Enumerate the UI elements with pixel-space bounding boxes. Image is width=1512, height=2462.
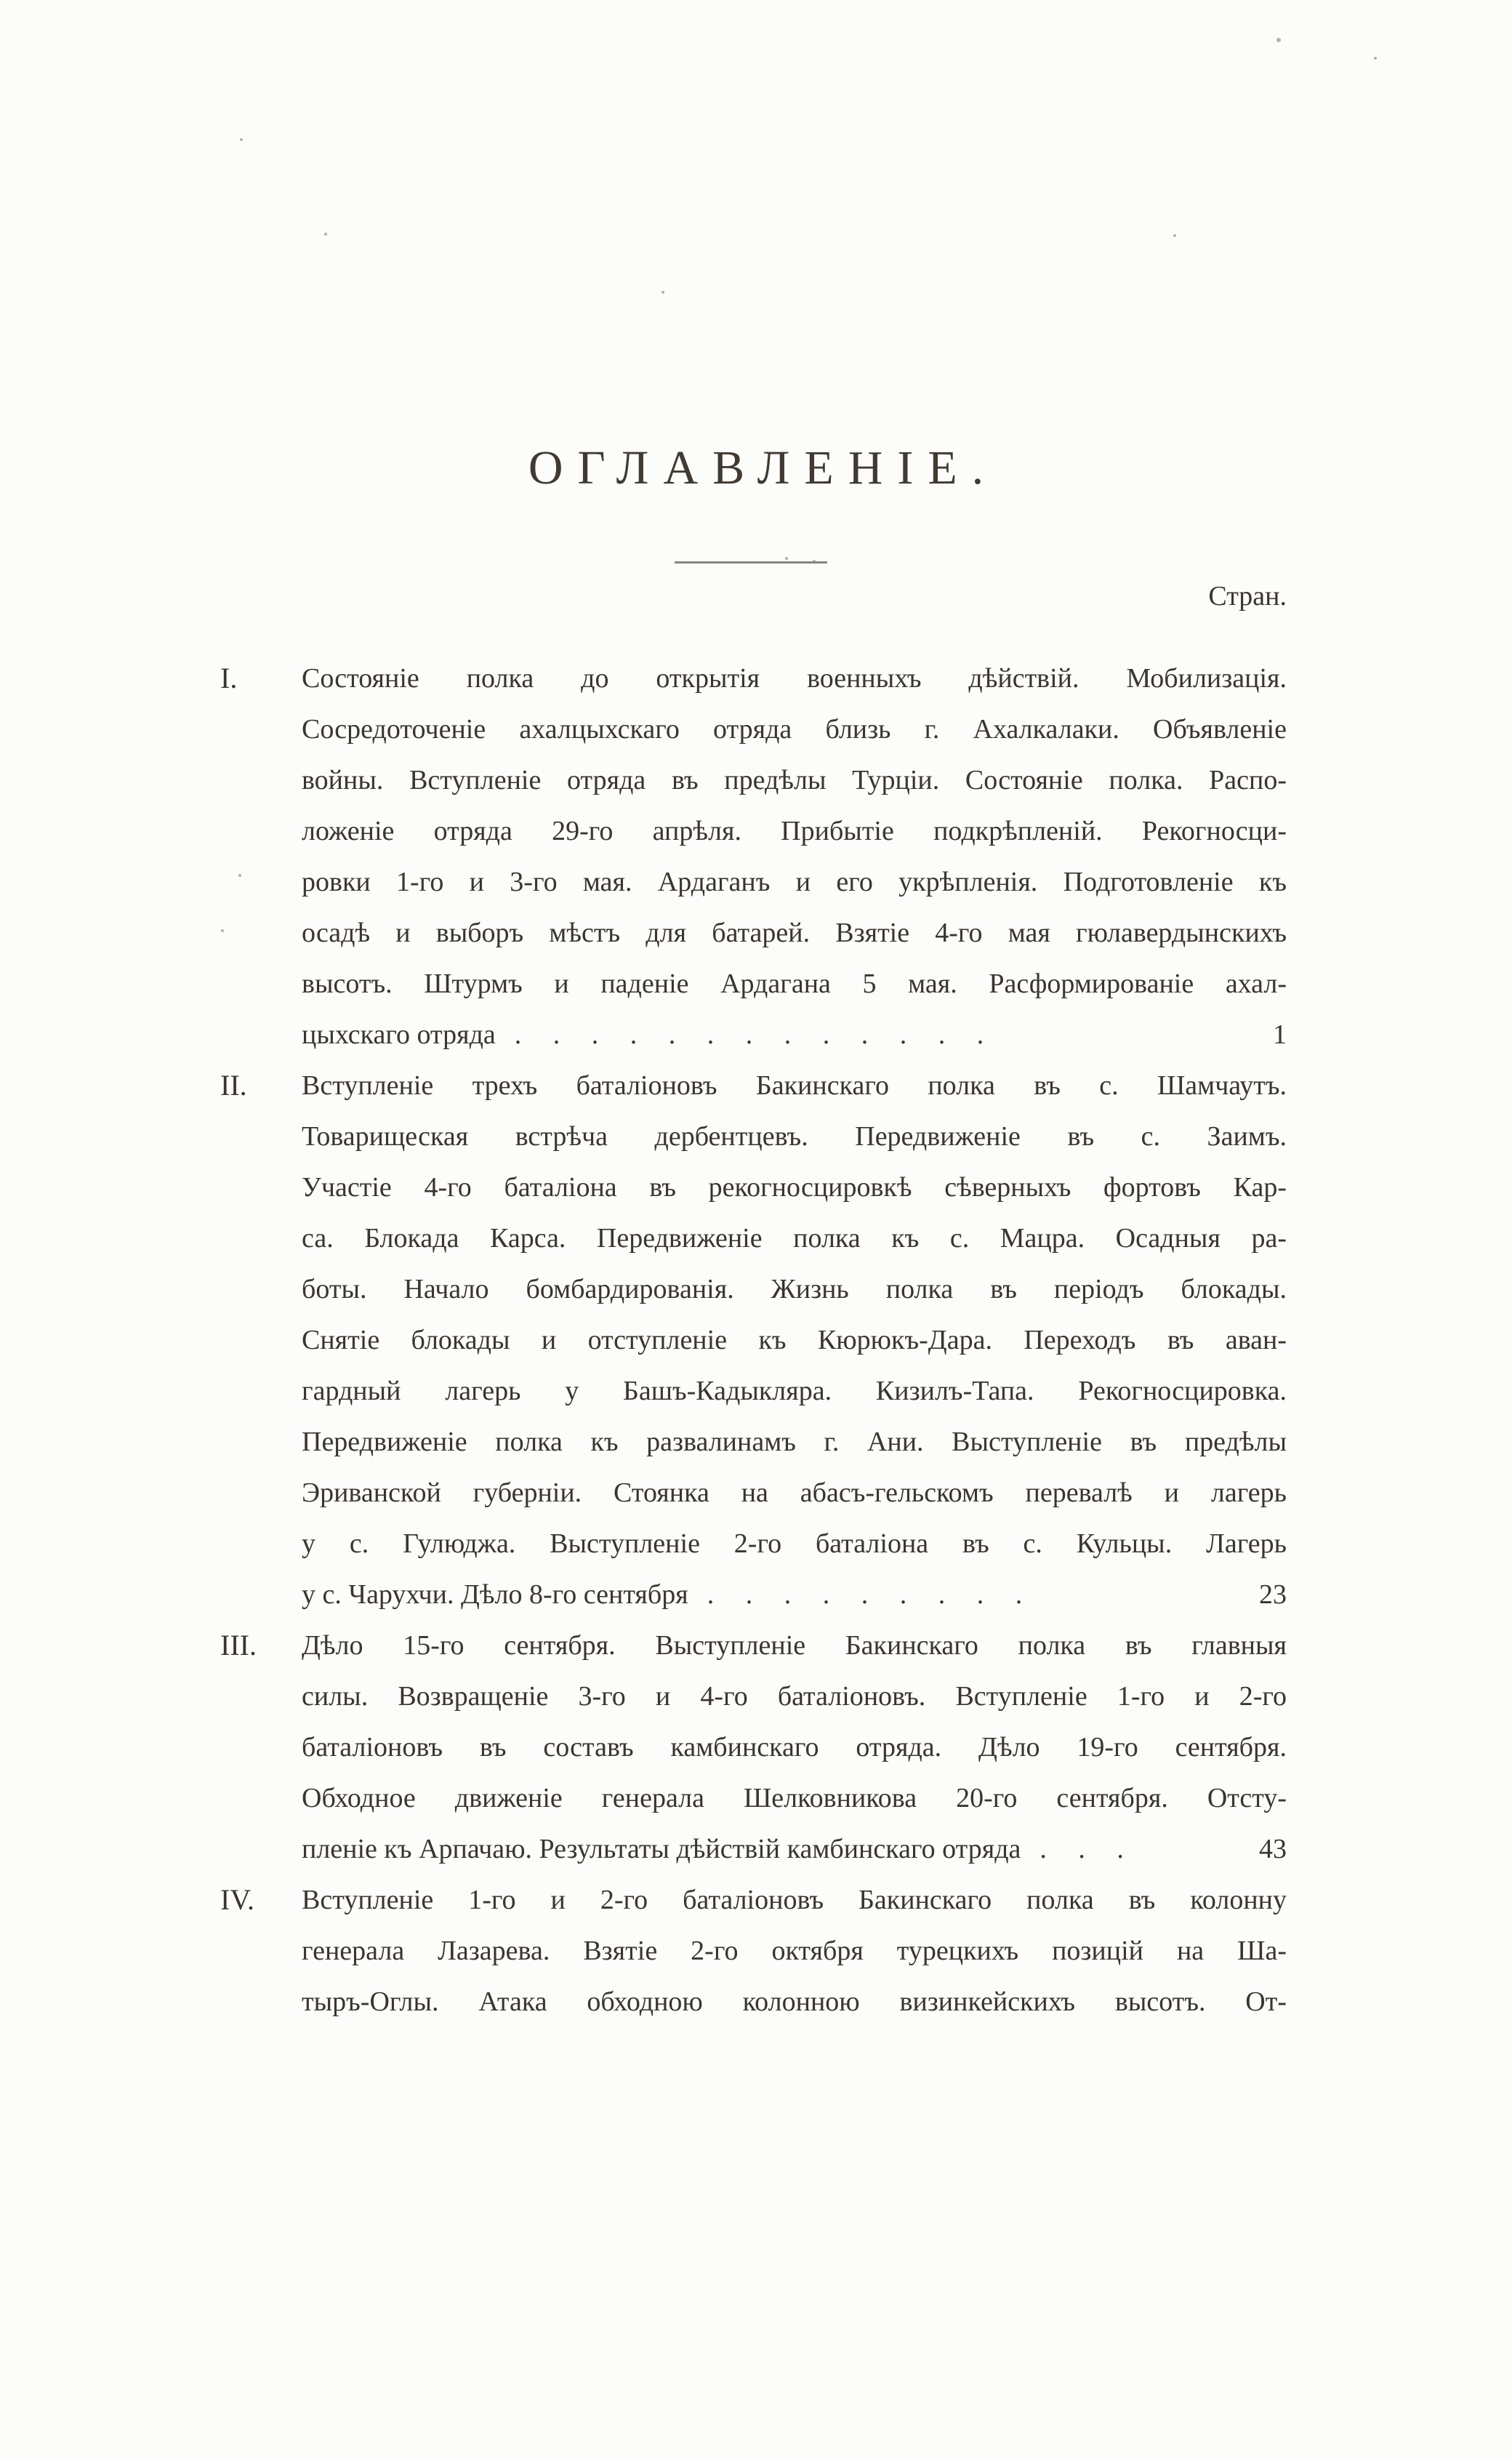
dot-leader: . . . . . . . . . . . . . [514, 1019, 986, 1050]
page-title: ОГЛАВЛЕНІЕ. [528, 441, 999, 494]
scan-speck [240, 138, 243, 141]
entry-text [302, 1874, 1287, 2027]
entry-text-tail: у с. Чарухчи. Дѣло 8-го сентября [302, 1579, 688, 1610]
entry-numeral: II. [220, 1069, 247, 1102]
entry-text-line: тыръ-Оглы. Атака обходною колонною визинкейскихъ высотъ. От- [302, 1986, 1287, 2017]
entry-text-line: Участіе 4-го баталіона въ рекогносцировкѣ сѣверныхъ фортовъ Кар- [302, 1172, 1287, 1203]
entry-last-line [302, 1009, 1287, 1060]
entry-text [302, 653, 1287, 1060]
entry-text-line: Вступленіе трехъ баталіоновъ Бакинскаго полка въ с. Шамчаутъ. [302, 1070, 1287, 1101]
entry-text-line: Состояніе полка до открытія военныхъ дѣйствій. Мобилизація. [302, 663, 1287, 694]
toc-entry-2 [220, 1060, 1287, 1620]
toc-entry-4 [220, 1874, 1287, 2027]
entry-text-tail: цыхскаго отряда [302, 1019, 496, 1050]
entry-page-number: 23 [1259, 1579, 1287, 1610]
entry-text-line: Обходное движеніе генерала Шелковникова 20-го сентября. Отсту- [302, 1783, 1287, 1813]
toc-entry-1 [220, 653, 1287, 1060]
entry-text-line: Передвиженіе полка къ развалинамъ г. Ани. Выступленіе въ предѣлы [302, 1427, 1287, 1457]
toc-entry-3 [220, 1620, 1287, 1874]
entry-numeral: IV. [220, 1883, 255, 1916]
title-divider [675, 561, 827, 564]
scan-speck [662, 291, 664, 294]
entry-text-line: высотъ. Штурмъ и паденіе Ардагана 5 мая. Расформированіе ахал- [302, 969, 1287, 999]
entry-text-line: силы. Возвращеніе 3-го и 4-го баталіоновъ. Вступленіе 1-го и 2-го [302, 1681, 1287, 1712]
entry-text-line: баталіоновъ въ составъ камбинскаго отряда. Дѣло 19-го сентября. [302, 1732, 1287, 1763]
page-column-header: Стран. [1208, 581, 1287, 612]
dot-leader: . . . [1040, 1834, 1125, 1864]
entry-text-line: Снятіе блокады и отступленіе къ Кюрюкъ-Дара. Переходъ въ аван- [302, 1325, 1287, 1355]
entry-text-line: гардный лагерь у Башъ-Кадыкляра. Кизилъ-Тапа. Рекогносцировка. [302, 1376, 1287, 1406]
table-of-contents [220, 653, 1287, 2027]
entry-text-line: у с. Гулюджа. Выступленіе 2-го баталіона въ с. Кульцы. Лагерь [302, 1528, 1287, 1559]
entry-text-tail: пленіе къ Арпачаю. Результаты дѣйствій камбинскаго отряда [302, 1834, 1021, 1864]
entry-text-line: Вступленіе 1-го и 2-го баталіоновъ Бакинскаго полка въ колонну [302, 1885, 1287, 1915]
entry-last-line [302, 1569, 1287, 1620]
scan-speck [785, 557, 788, 560]
scan-speck [324, 233, 327, 236]
entry-text-line: ложеніе отряда 29-го апрѣля. Прибытіе подкрѣпленій. Рекогносци- [302, 816, 1287, 846]
scan-speck [1276, 38, 1281, 42]
entry-text-line: ровки 1-го и 3-го мая. Ардаганъ и его укрѣпленія. Подготовленіе къ [302, 867, 1287, 897]
scan-speck [1374, 57, 1377, 60]
entry-text-line: са. Блокада Карса. Передвиженіе полка къ с. Мацра. Осадныя ра- [302, 1223, 1287, 1254]
entry-page-number: 1 [1273, 1019, 1287, 1050]
entry-text [302, 1060, 1287, 1620]
entry-text-line: осадѣ и выборъ мѣстъ для батарей. Взятіе 4-го мая гюлавердынскихъ [302, 918, 1287, 948]
entry-text-line: Дѣло 15-го сентября. Выступленіе Бакинскаго полка въ главныя [302, 1630, 1287, 1661]
entry-text-line: генерала Лазарева. Взятіе 2-го октября турецкихъ позицій на Ша- [302, 1936, 1287, 1966]
entry-numeral: III. [220, 1629, 257, 1661]
entry-numeral: I. [220, 662, 238, 694]
entry-text-line: боты. Начало бомбардированія. Жизнь полка въ періодъ блокады. [302, 1274, 1287, 1304]
scan-speck [1173, 234, 1176, 237]
dot-leader: . . . . . . . . . [707, 1579, 1024, 1610]
entry-text [302, 1620, 1287, 1874]
entry-last-line [302, 1824, 1287, 1874]
entry-text-line: войны. Вступленіе отряда въ предѣлы Турціи. Состояніе полка. Распо- [302, 765, 1287, 795]
entry-text-line: Сосредоточеніе ахалцыхскаго отряда близь г. Ахалкалаки. Объявленіе [302, 714, 1287, 745]
entry-text-line: Товарищеская встрѣча дербентцевъ. Передвиженіе въ с. Заимъ. [302, 1121, 1287, 1152]
entry-page-number: 43 [1259, 1834, 1287, 1864]
entry-text-line: Эриванской губерніи. Стоянка на абасъ-гельскомъ перевалѣ и лагерь [302, 1477, 1287, 1508]
